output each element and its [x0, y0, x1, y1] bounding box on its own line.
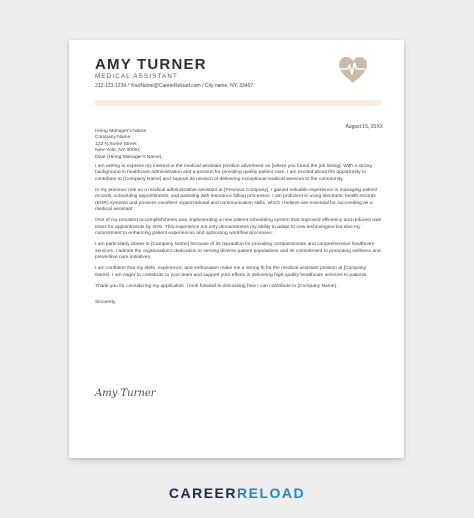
- recipient-street: 123 N Some Street: [95, 141, 137, 147]
- applicant-name: AMY TURNER: [95, 56, 207, 73]
- body-paragraph: In my previous role as a medical administrative assistant at [Previous Company], I gained valuable experience in managing patient records, scheduling appointments, and assisting with insurance billing processes. I am proficient in using electronic health records (EHR) systems and possess excellent organizational and communication skills, which I believe are essential for succeeding as a medical assistant.: [95, 188, 378, 213]
- recipient-city: New York, NY 30001: [95, 148, 141, 154]
- brand-logo: [0, 485, 474, 501]
- closing: Sincerely,: [95, 300, 117, 306]
- heart-pulse-icon: [337, 54, 369, 86]
- body-paragraph: One of my proudest accomplishments was implementing a new patient scheduling system that improved efficiency and reduced wait times for appointments by 20%. This experience not only demonstrates my ability to adapt to new technologies but also my commitment to enhancing patient experiences and optimizing workflow processes.: [95, 218, 381, 237]
- salutation: Dear {Hiring Manager's Name},: [95, 155, 163, 160]
- letter-date: August 15, 20XX: [345, 124, 383, 130]
- brand-logo-part2: RELOAD: [237, 485, 306, 501]
- applicant-role: MEDICAL ASSISTANT: [95, 73, 178, 80]
- header-accent-bar: [95, 100, 381, 106]
- body-paragraph: Thank you for considering my application. I look forward to discussing how I can contribute to {Company Name}.: [95, 284, 338, 290]
- signature: Amy Turner: [95, 388, 156, 399]
- body-paragraph: I am particularly drawn to [Company Name] because of its reputation for providing compassionate and comprehensive healthcare services. I admire the organization's dedication to serving diverse patient populations and its commitment to promoting wellness and preventive care initiatives.: [95, 242, 381, 261]
- body-paragraph: I am writing to express my interest in the medical assistant position advertised on [where you found the job listing]. With a strong background in healthcare administration and a passion for providing quality patient care, I am excited about the opportunity to contribute to [Company Name] and support its mission of delivering exceptional medical services to the community.: [95, 164, 372, 182]
- cover-letter-page: [69, 40, 404, 458]
- recipient-address: [95, 129, 383, 155]
- letter-body: [95, 164, 383, 312]
- body-paragraph: I am confident that my skills, experience, and enthusiasm make me a strong fit for the medical assistant position at [Company Name]. I am eager to contribute to your team and support your efforts in delivering high-quality healthcare services to patients.: [95, 266, 368, 278]
- recipient-company: Company Name: [95, 135, 131, 141]
- recipient-name: Hiring Manager's Name: [95, 129, 147, 134]
- brand-logo-part1: CAREER: [168, 485, 237, 501]
- contact-line: 212-123-1234 / YourName@CareerReload.com / City name, NY, 33407: [95, 83, 254, 89]
